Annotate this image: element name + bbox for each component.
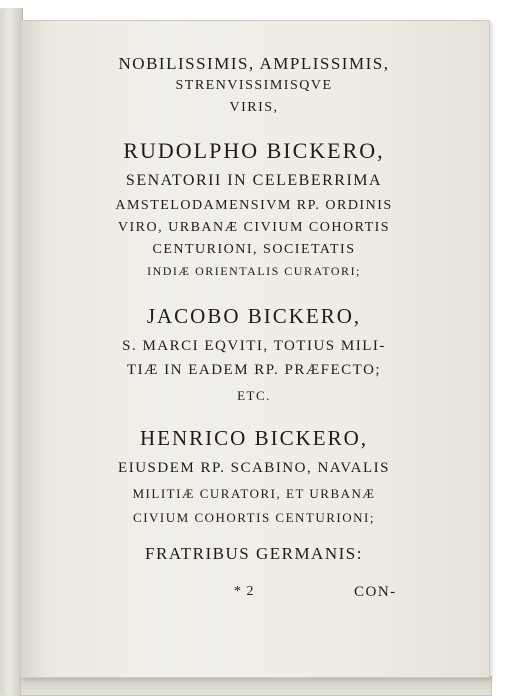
dedicatee-name: JACOBO BICKERO,: [146, 304, 362, 328]
dedication-line: FRATRIBUS GERMANIS:: [145, 544, 363, 563]
signature-mark: * 2: [234, 584, 255, 599]
dedication-line: CIVIUM COHORTIS CENTURIONI;: [133, 510, 375, 525]
dedication-line: INDIÆ ORIENTALIS CURATORI;: [147, 264, 361, 278]
dedication-line: ETC.: [237, 388, 271, 403]
dedication-line: VIRIS,: [229, 100, 279, 115]
dedication-line: SENATORII IN CELEBERRIMA: [125, 172, 383, 189]
dedication-line: S. MARCI EQVITI, TOTIUS MILI-: [122, 338, 386, 354]
book-cover-edge: [20, 676, 492, 696]
dedicatee-name: HENRICO BICKERO,: [139, 426, 368, 450]
dedication-line: VIRO, URBANÆ CIVIUM COHORTIS: [117, 220, 391, 235]
dedication-line: CENTURIONI, SOCIETATIS: [152, 242, 356, 257]
dedication-line: TIÆ IN EADEM RP. PRÆFECTO;: [126, 362, 382, 378]
dedication-line: MILITIÆ CURATORI, ET URBANÆ: [132, 486, 376, 501]
dedicatee-name: RUDOLPHO BICKERO,: [123, 138, 385, 163]
dedication-line: STRENVISSIMISQVE: [175, 78, 333, 93]
dedication-line: NOBILISSIMIS, AMPLISSIMIS,: [118, 54, 390, 73]
dedication-line: EIUSDEM RP. SCABINO, NAVALIS: [118, 460, 390, 476]
catchword: CON-: [354, 584, 397, 600]
dedication-line: AMSTELODAMENSIVM RP. ORDINIS: [115, 198, 393, 213]
